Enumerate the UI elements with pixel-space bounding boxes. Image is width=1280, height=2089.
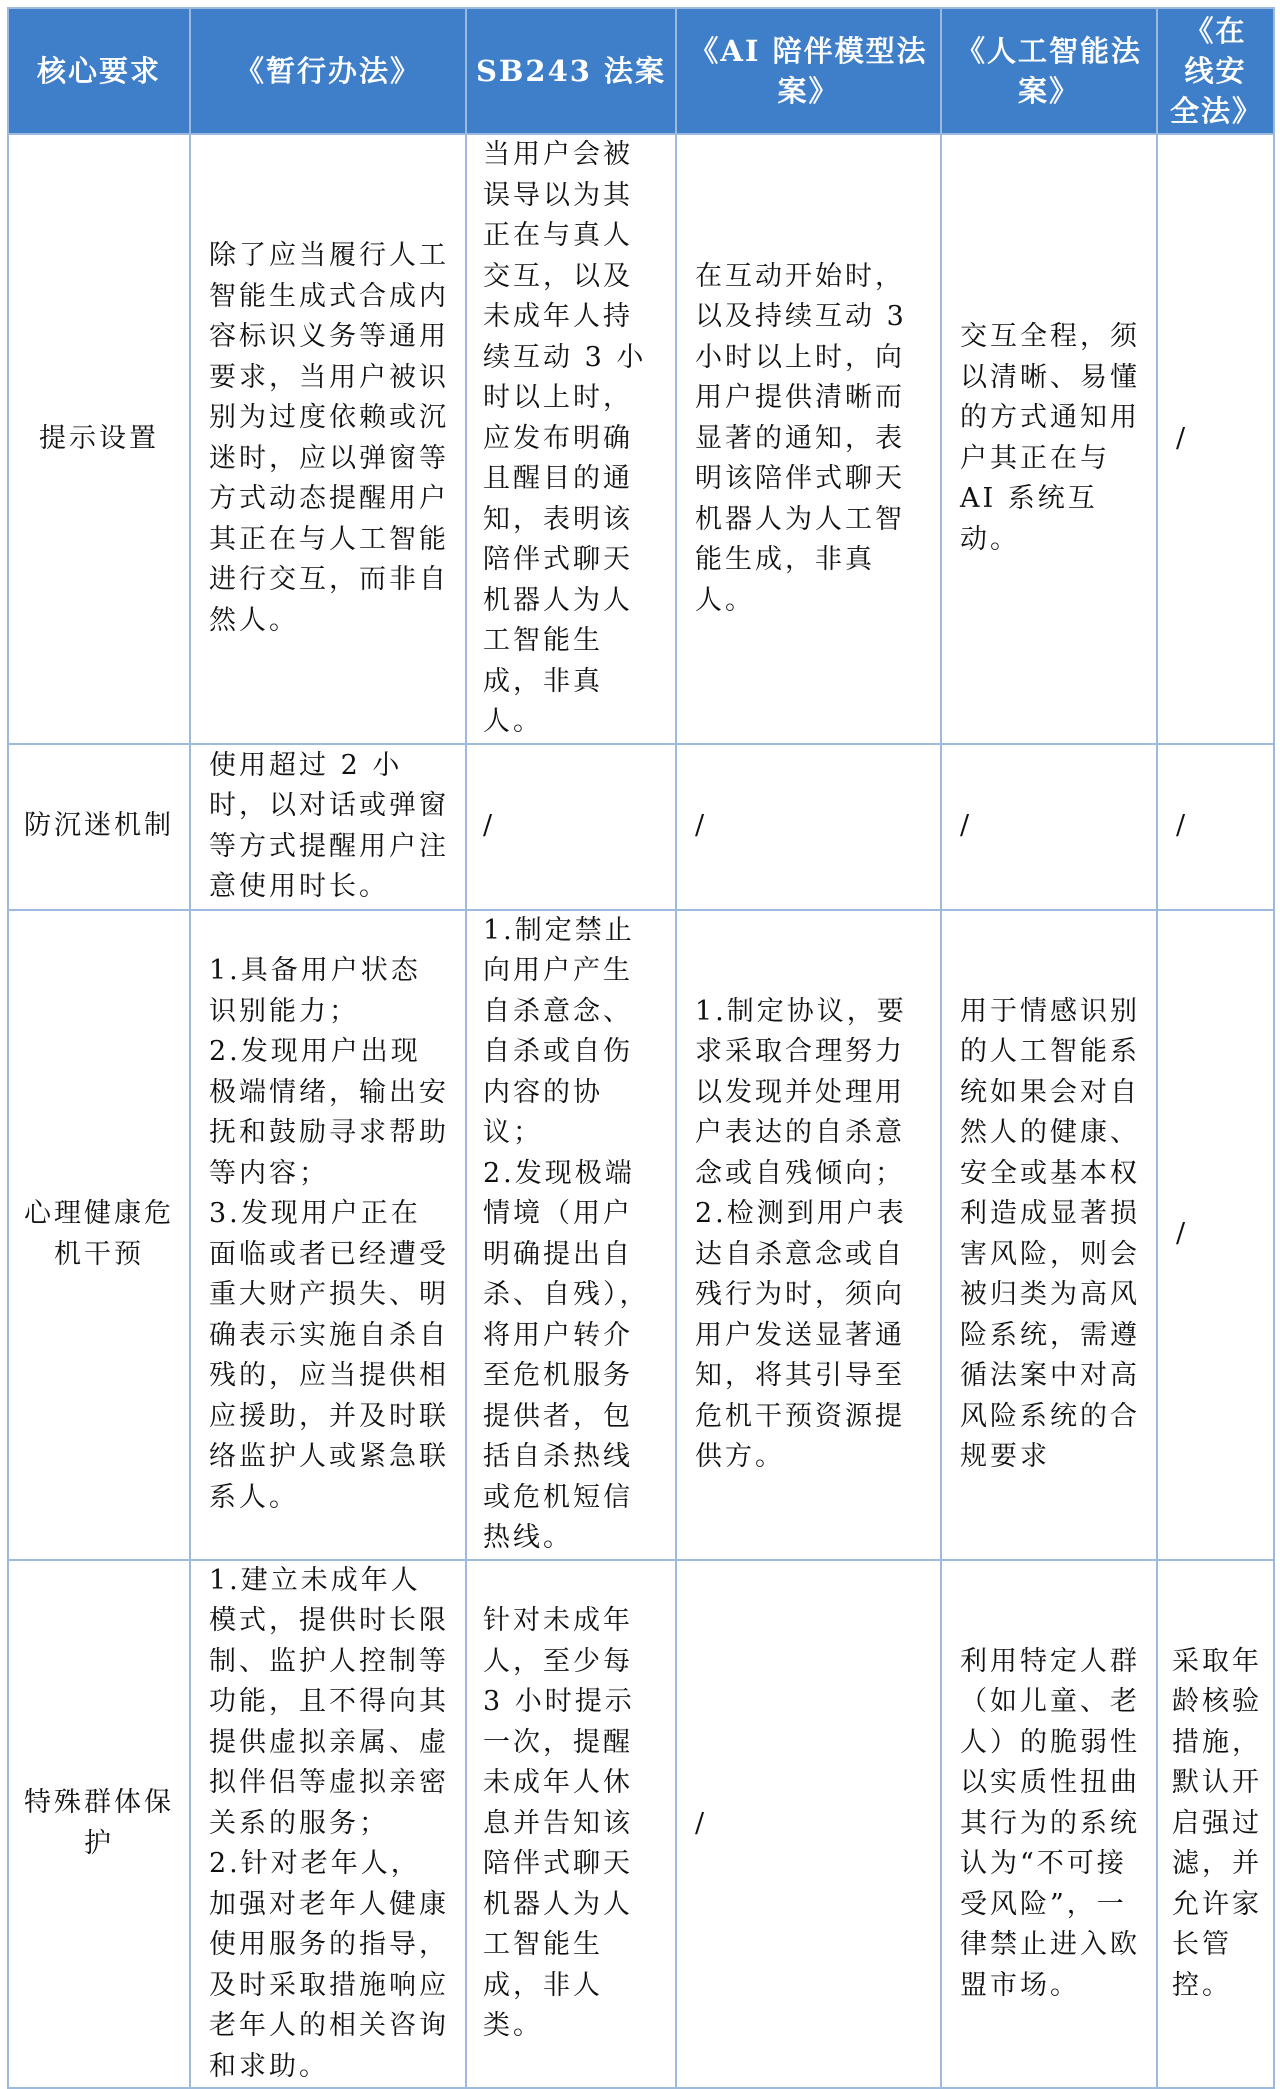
table-row: [8, 1560, 1274, 2089]
table-cell: 采取年龄核验措施，默认开启强过滤，并允许家长管控。: [1157, 1560, 1274, 2089]
table-cell: /: [676, 1560, 941, 2089]
table-cell: 在互动开始时，以及持续互动 3 小时以上时，向用户提供清晰而显著的通知，表明该陪伴式聊天机器人为人工智能生成，非真人。: [676, 134, 941, 744]
table-cell: 针对未成年人，至少每 3 小时提示一次，提醒未成年人休息并告知该陪伴式聊天机器人为人工智能生成，非人类。: [466, 1560, 676, 2089]
table-header-row: [8, 8, 1274, 134]
table-cell: /: [676, 744, 941, 910]
table-cell: 1.制定禁止向用户产生自杀意念、自杀或自伤内容的协议； 2.发现极端情境（用户明确提出自杀、自残），将用户转介至危机服务提供者，包括自杀热线或危机短信热线。: [466, 910, 676, 1560]
table-cell: 用于情感识别的人工智能系统如果会对自然人的健康、安全或基本权利造成显著损害风险，则会被归类为高风险系统，需遵循法案中对高风险系统的合规要求: [941, 910, 1157, 1560]
table-cell: 利用特定人群（如儿童、老人）的脆弱性以实质性扭曲其行为的系统认为“不可接受风险”，一律禁止进入欧盟市场。: [941, 1560, 1157, 2089]
table-row: [8, 910, 1274, 1560]
header-ai-act: 《人工智能法案》: [941, 8, 1157, 134]
table-cell: 交互全程，须以清晰、易懂的方式通知用户其正在与 AI 系统互动。: [941, 134, 1157, 744]
header-interim-measures: 《暂行办法》: [190, 8, 466, 134]
comparison-table: [7, 7, 1275, 2089]
table-row: [8, 134, 1274, 744]
row-requirement: 特殊群体保护: [8, 1560, 190, 2089]
table-cell: /: [941, 744, 1157, 910]
table-cell: /: [1157, 134, 1274, 744]
row-requirement: 心理健康危机干预: [8, 910, 190, 1560]
table-cell: 1.建立未成年人模式，提供时长限制、监护人控制等功能，且不得向其提供虚拟亲属、虚拟伴侣等虚拟亲密关系的服务； 2.针对老年人，加强对老年人健康使用服务的指导，及时采取措施响应老年人的相关咨询和求助。: [190, 1560, 466, 2089]
table-cell: /: [466, 744, 676, 910]
table-cell: 除了应当履行人工智能生成式合成内容标识义务等通用要求，当用户被识别为过度依赖或沉迷时，应以弹窗等方式动态提醒用户其正在与人工智能进行交互，而非自然人。: [190, 134, 466, 744]
table-cell: /: [1157, 744, 1274, 910]
row-requirement: 提示设置: [8, 134, 190, 744]
comparison-table-container: [7, 7, 1273, 2082]
table-cell: /: [1157, 910, 1274, 1560]
header-ai-companion-act: 《AI 陪伴模型法案》: [676, 8, 941, 134]
table-cell: 使用超过 2 小时，以对话或弹窗等方式提醒用户注意使用时长。: [190, 744, 466, 910]
table-row: [8, 744, 1274, 910]
header-online-safety-act: 《在线安全法》: [1157, 8, 1274, 134]
header-requirement: 核心要求: [8, 8, 190, 134]
table-cell: 1.制定协议，要求采取合理努力以发现并处理用户表达的自杀意念或自残倾向； 2.检测到用户表达自杀意念或自残行为时，须向用户发送显著通知，将其引导至危机干预资源提供方。: [676, 910, 941, 1560]
table-cell: 1.具备用户状态识别能力； 2.发现用户出现极端情绪，输出安抚和鼓励寻求帮助等内容； 3.发现用户正在面临或者已经遭受重大财产损失、明确表示实施自杀自残的，应当提供相应援助，并及时联络监护人或紧急联系人。: [190, 910, 466, 1560]
row-requirement: 防沉迷机制: [8, 744, 190, 910]
table-cell: 当用户会被误导以为其正在与真人交互，以及未成年人持续互动 3 小时以上时，应发布明确且醒目的通知，表明该陪伴式聊天机器人为人工智能生成，非真人。: [466, 134, 676, 744]
header-sb243: SB243 法案: [466, 8, 676, 134]
